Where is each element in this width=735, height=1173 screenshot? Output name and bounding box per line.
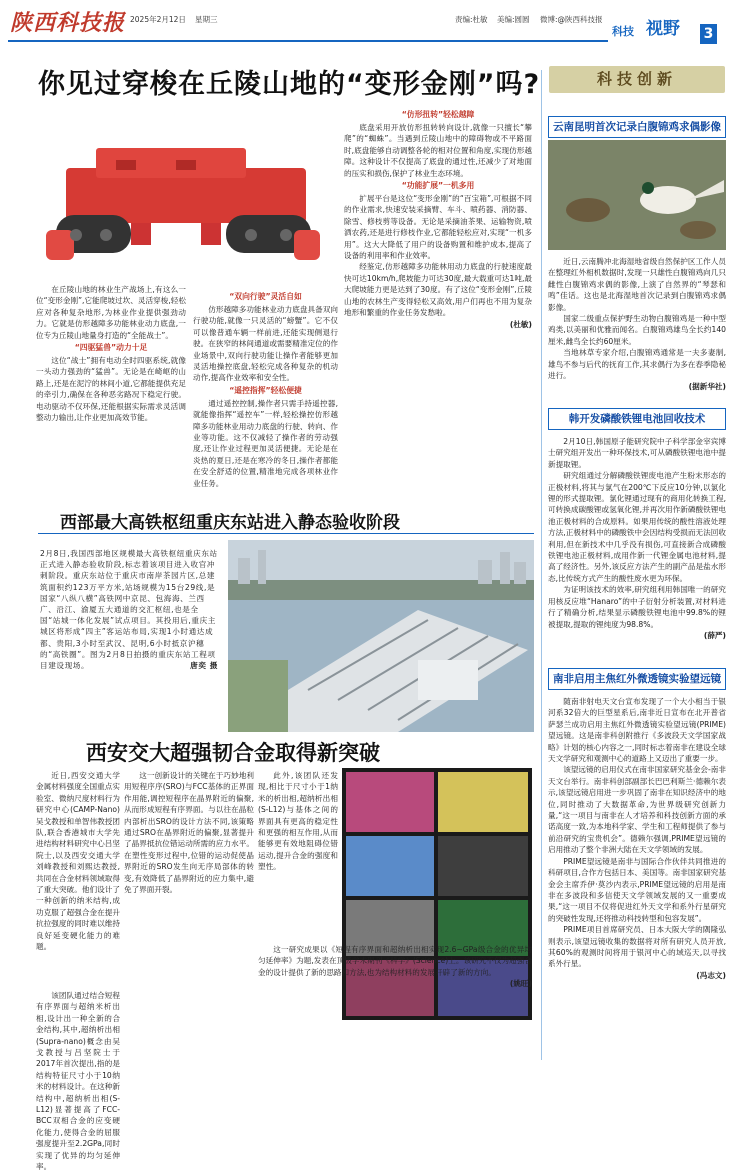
lead-subhead-1: “四驱猛兽”动力十足	[74, 343, 148, 353]
science-innovation-band: 科技创新	[549, 66, 725, 93]
lead-para-4: 底盘采用开放仿形扭转转向设计,就像一只擅长“攀爬”的“蜘蛛”。当遇到丘陵山地中的障碍物或不平路面时,底盘能够自动调整各轮的相对位置和角度,实现仿形越障。这种设计不仅提高了底盘的通过性,还减少了对地面的压实和损伤,保护了林业生态环境。	[344, 123, 532, 178]
lead-intro: 在丘陵山地的林业生产战场上,有这么一位“变形金刚”,它能爬坡过坎、灵活穿梭,轻松应对各种复杂地形,为林业作业提供强劲动力。它就是仿形越障多功能林业动力底盘,一位专为丘陵山地量身打造的“全能战士”。	[36, 285, 186, 340]
lead-subhead-4: “仿形扭转”轻松越障	[401, 110, 475, 119]
pheasant-body	[548, 256, 726, 392]
telescope-para-3: PRIME望远镜是南非与国际合作伙伴共同推进的科研项目,合作方包括日本、美国等。南非国家研究基金会主席乔伊·莫沙内表示,PRIME望远镜的启用是南非在多波段和多信使天文学领域发展的又一重要成果,“这一项目不仅将促进红外天文学和系外行星研究的突破性发现,还将推动科技转型和包容发展”。	[548, 856, 726, 923]
alloy-para-1: 近日,西安交通大学金属材料强度全国重点实验室、微纳尺度材料行为研究中心(CAMP-Nano)吴戈教授和单智伟教授团队,联合香港城市大学先进结构材料研究中心吕坚院士,以及西安交通大学刘峰教授和刘熙达教授,共同在合金材料领域取得了重大突破。他们设计了一种创新的纳米结构,成功克服了超强合金在提升抗拉强度的同时难以维持良好延变硬化能力的难题。	[36, 771, 120, 952]
battery-para-1: 2月10日,韩国原子能研究院中子科学部金宰宾博士研究组开发出一种环保技术,可从磷酸铁锂电池中提新提取锂。	[548, 437, 726, 469]
telescope-credit: (冯志文)	[696, 970, 726, 980]
battery-body	[548, 436, 726, 650]
alloy-column-2	[124, 770, 254, 1060]
pheasant-photo	[548, 140, 726, 250]
telescope-para-2: 该望远镜的启用仪式在南非国家研究基金会-南非天文台举行。南非科创部副部长巴巴利斯兰·德赖尔表示,该望远镜启用进一步巩固了南非在知识经济中的地位,同时推动了大数据革命,为世界级研究创新力量,“这一项目与南非在人才培养和科技创新方面的承诺高度一致,为本地科学家、学生和工程师提供了参与前沿研究的宝贵机会”。德赖尔强调,PRIME望远镜的启用推动了整个非洲大陆在天文学领域的发展。	[548, 765, 726, 855]
wechat-credit: 微博:@陕西科技报	[540, 15, 603, 24]
lead-credit: (杜敏)	[509, 319, 532, 329]
chongqing-rule	[38, 533, 534, 534]
robot-chassis-photo	[36, 120, 328, 278]
lead-column-1	[36, 284, 186, 484]
issue-weekday: 星期三	[195, 15, 218, 24]
chongqing-headline: 西部最大高铁枢纽重庆东站进入静态验收阶段	[60, 513, 400, 533]
pheasant-credit: (据新华社)	[688, 382, 726, 392]
issue-date: 2025年2月12日	[130, 15, 186, 24]
lead-headline: 你见过穿梭在丘陵山地的“变形金刚”吗?	[38, 69, 541, 100]
battery-credit: (薛严)	[703, 630, 726, 640]
station-aerial-icon	[228, 540, 534, 732]
column-divider	[541, 70, 542, 1060]
section-title: 视野	[646, 19, 680, 39]
telescope-para-4: PRIME项目首席研究员、日本大阪大学的隅隆弘则表示,该望远镜收集的数据将对所有研究人员开放,其60%的观测时间将用于银河中心的域巡天,以寻找系外行星。	[548, 925, 726, 969]
editor-credit: 责编:杜敏	[455, 15, 488, 24]
battery-headline: 韩开发磷酸铁锂电池回收技术	[548, 408, 726, 430]
alloy-para-3: 这一创新设计的关键在于巧妙地利用短程序序(SRO)与FCC基体的正界面作用能,调控短程序在晶界附近的偏聚,从而形成短程有序界面。与以往在晶粒内部析出SRO的设计方法不同,该策略通过SRO在晶界附近的偏聚,显著提升了晶界抵抗位错运动所需的应力水平。在塑性变形过程中,位错的运动促使晶界附近的SRO发生向无序局部体的转变,有效降低了晶界附近的应力集中,避免了界面开裂。	[124, 771, 254, 895]
chongqing-photographer: 唐奕 摄	[190, 661, 218, 671]
robot-chassis-icon	[36, 120, 328, 278]
alloy-column-3	[258, 770, 338, 940]
chongqing-caption-text: 2月8日,我国西部地区规模最大高铁枢纽重庆东站正式进入静态验收阶段,标志着该项目进入收官冲刺阶段。重庆东站位于重庆市南岸茶园片区,总建筑面积约123万平方米,站场规模为15台29线,是国家“八纵八横”高铁网中京昆、包海海、兰西广、沿江、渝厦五大通道的交汇枢纽,也是全国“站城一体化发展”试点项目。其投用后,重庆主城区将形成“四主”客运站布局,实现1小时通达成都、贵阳,3小时至武汉、昆明,6小时抵京沪穗的“高铁圈”。图为2月8日拍摄的重庆东站工程项目建设现场。	[40, 549, 218, 671]
pheasant-icon	[548, 140, 726, 250]
designer-credit: 美编:圆圆	[497, 15, 530, 24]
lead-para-5b: 经鉴定,仿形越障多功能林用动力底盘的行驶速度最快可达10km/h,爬坡能力可达30度,最大载重可达1吨,最大爬坡能力更是达到了30度。有了这位“变形金刚”,丘陵山地的农林生产变得轻松又高效,用户们再也不用为复杂地形和繁重的作业任务发愁啦。	[344, 262, 532, 318]
alloy-headline: 西安交大超强韧合金取得新突破	[86, 741, 380, 765]
header-rule	[8, 40, 608, 42]
battery-para-2: 研究组通过分解磷酸铁锂废电池产生粉末形态的正极材料,将其与氯气在200℃下反应10分钟,以氯化锂的形式提取锂。氯化锂通过现有的商用化转换工程,可转换成碳酸锂或氢氧化锂,并再次用作新磷酸铁锂电池正极材料的合成原料。如果用传统的酸性溶液处理方法,正极材料中的磷酸铁中会因结构受损而无法回收利用,但在新技术中几乎没有损伤,可直接新合成磷酸铁锂电池正极材料,成用作新一代锂金属电池材料,提高了经济性。另外,该反应方法产生的副产品是盐水形态,比传统方式产生的酸性废水更为环保。	[548, 471, 726, 583]
section-label: 科技	[612, 25, 634, 38]
pheasant-para-3: 当地林草专家介绍,白腹锦鸡通常是一夫多妻制,雄鸟不参与后代的抚育工作,其求偶行为多在春季隐秘进行。	[548, 348, 726, 381]
lead-para-1: 这位“战士”拥有电动全时四驱系统,就像一头动力强劲的“猛兽”。无论是在崎岖的山路上,还是在泥泞的林间小道,它都能提供充足的牵引力,确保在各种恶劣路况下稳定行驶。电动驱动不仅环保,还能根据实际需求灵活调整动力输出,让作业更加高效节能。	[36, 356, 186, 423]
telescope-headline: 南非启用主焦红外微透镜实验望远镜	[548, 668, 726, 690]
telescope-para-1: 随南非射电天文台宣布发现了一个大小相当于银河系32倍大的巨型星系后,南非近日宣布在北开普省萨瑟兰成功启用主焦红外微透镜实验望远镜(PRIME)望远镜。这是南非科创附推行《多波段天文学国家战略》计划的核心内容之一,同时标志着南非在建设全球天文学研究和观测中心的道路上又迈出了重要一步。	[548, 697, 726, 764]
battery-para-3: 为证明该技术的效率,研究组利用韩国唯一的研究用核反应堆“Hanaro”的中子衍射分析装置,对材料进行了精确分析,结果显示磷酸铁锂电池中99.8%的锂被提取,提取的锂纯度为98.8%。	[548, 585, 726, 629]
pheasant-para-1: 近日,云南腾冲北海湿地省级自然保护区工作人员在整理红外相机数据时,发现一只雄性白腹锦鸡向几只雌性白腹锦鸡求偶的影像,上演了自然界的“琴瑟和鸣”佳话。这也是北海湿地首次记录到白腹锦鸡求偶影像。	[548, 257, 726, 312]
alloy-column-4	[258, 944, 532, 1064]
pheasant-para-2: 国家二级重点保护野生动物白腹锦鸡是一种中型鸡类,以美丽和优雅而闻名。白腹锦鸡雄鸟全长约140厘米,雌鸟全长约60厘米。	[548, 314, 726, 346]
alloy-column-1b	[36, 990, 120, 1172]
lead-para-2: 仿形越障多功能林业动力底盘具备双向行驶功能,就像一只灵活的“螃蟹”。它不仅可以像普通车辆一样前进,还能实现侧退行驶。在狭窄的林间通道或需要精准定位的作业场景中,双向行驶功能让操作者能够更加灵活地操控底盘,轻松完成各种复杂的机动动作,提高作业效率和安全性。	[193, 305, 338, 383]
lead-column-3	[344, 108, 532, 486]
lead-para-5a: 扩展平台是这位“变形金刚”的“百宝箱”,可根据不同的作业需求,快速安装采摘臂、车斗、喷药器、消防器、除雪、修枝剪等设备。无论是采摘油茶果、运输物资,喷洒农药,还是进行修枝作业,它都能轻松应对,实现“一机多用”。这大大降低了用户的设备购置和维护成本,提高了设备的利用率和作业效率。	[344, 194, 532, 261]
pheasant-headline: 云南昆明首次记录白腹锦鸡求偶影像	[548, 116, 726, 138]
telescope-body	[548, 696, 726, 1064]
chongqing-caption	[40, 548, 218, 738]
masthead-logo: 陕西科技报	[10, 10, 126, 36]
lead-subhead-3: “遥控指挥”轻松便捷	[229, 385, 302, 395]
alloy-para-2: 该团队通过结合短程有序界面与超纳米析出相,设计出一种全新的合金结构,其中,超纳析出相(Supra-nano)概念由吴戈教授与吕坚院士于2017年首次提出,指的是结构特征尺寸小于10纳米的材料设计。在这种新结构中,超纳析出相(S-L12)显著提高了FCC-BCC双相合金的应变硬化能力,使得合金的屈服强度提升至2.2GPa,同时实现了优异的均匀延伸率。	[36, 991, 120, 1172]
alloy-para-4: 此外,该团队还发现,相比于尺寸小于1纳米的析出相,超纳析出相(S-L12)与基体之间的界面具有更高的稳定性和更强的相互作用,从而能够更有效地阻碍位错运动,提升合金的强度和塑性。	[258, 771, 338, 872]
lead-subhead-2: “双向行驶”灵活自如	[229, 292, 302, 301]
lead-subhead-5: “功能扩展”一机多用	[401, 181, 475, 191]
alloy-para-5: 这一研究成果以《短程有序界面和超纳析出相实现2.6~GPa级合金的优异均匀延伸率》为题,发表在顶级学术期刊《科学》(Science)上。该研究不仅为超强合金的设计提供了新的思路和方法,也为结构材料的发展开辟了新的方向。	[258, 945, 532, 977]
page-number: 3	[700, 24, 717, 44]
lead-column-2	[193, 290, 338, 488]
chongqing-station-photo	[228, 540, 534, 732]
lead-para-3: 通过遥控控制,操作者只需手持遥控器,就能像指挥“遥控车”一样,轻松操控仿形越障多功能林业用动力底盘的行驶、转向、作业等功能。这不仅减轻了操作者的劳动强度,还让作业过程更加灵活便捷。无论是在炎热的夏日,还是在寒冷的冬日,操作者都能在安全舒适的位置,精准地完成各项林业作业任务。	[193, 398, 338, 488]
page-header	[0, 0, 735, 44]
alloy-credit: (姚旺)	[509, 979, 532, 989]
